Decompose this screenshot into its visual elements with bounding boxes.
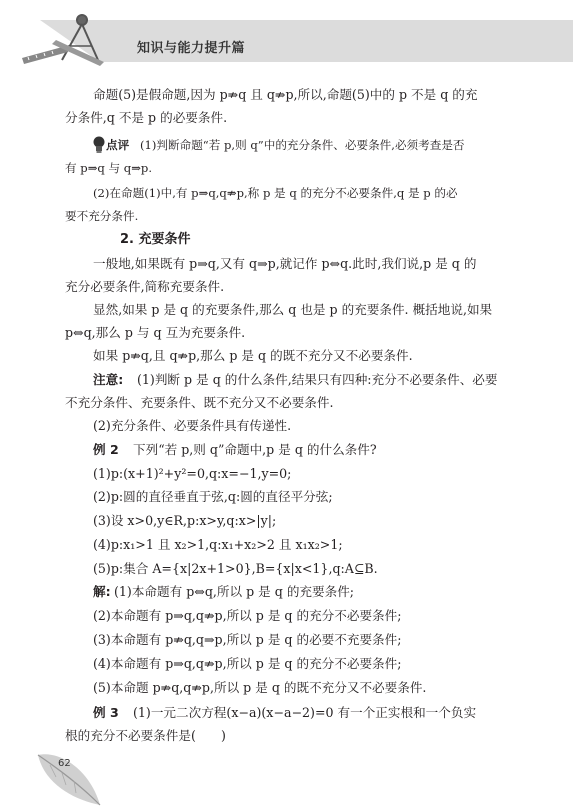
page-number: 62: [58, 758, 71, 769]
header-gray-band: [40, 20, 573, 62]
text-line: (4)p:x₁>1 且 x₂>1,q:x₁+x₂>2 且 x₁x₂>1;: [93, 537, 343, 552]
example-label: 例 2: [93, 442, 119, 457]
text-line: 如果 p⇏q,且 q⇏p,那么 p 是 q 的既不充分又不必要条件.: [93, 348, 413, 363]
solution-label: 解:: [93, 584, 111, 599]
text-line: (1)p:(x+1)²+y²=0,q:x=−1,y=0;: [93, 466, 292, 481]
text-line: 分条件,q 不是 p 的必要条件.: [65, 110, 228, 125]
text-line: (3)设 x>0,y∈R,p:x>y,q:x>|y|;: [93, 513, 277, 528]
text-line: p⇔q,那么 p 与 q 互为充要条件.: [65, 325, 246, 340]
text-line: 一般地,如果既有 p⇒q,又有 q⇒p,就记作 p⇔q.此时,我们说,p 是 q 的: [93, 256, 477, 271]
text-line: (5)本命题 p⇏q,q⇏p,所以 p 是 q 的既不充分又不必要条件.: [93, 680, 427, 695]
text-line: (2)p:圆的直径垂直于弦,q:圆的直径平分弦;: [93, 489, 333, 504]
comment-label: 点评: [106, 138, 130, 152]
text-line: (5)p:集合 A={x|2x+1>0},B={x|x<1},q:A⊆B.: [93, 561, 378, 576]
text-line: (1)判断 p 是 q 的什么条件,结果只有四种:充分不必要条件、必要: [137, 372, 498, 387]
text-line: 要不充分条件.: [65, 209, 139, 223]
text-line: (2)在命题(1)中,有 p⇒q,q⇏p,称 p 是 q 的充分不必要条件,q 是 p 的必: [93, 186, 458, 200]
header-white-strip: [0, 70, 573, 74]
text-line: 不充分条件、充要条件、既不充分又不必要条件.: [65, 395, 334, 410]
text-line: (3)本命题有 p⇏q,q⇒p,所以 p 是 q 的必要不充要条件;: [93, 632, 402, 647]
text-line: (1)判断命题“若 p,则 q”中的充分条件、必要条件,必须考查是否: [140, 138, 465, 152]
text-line: 根的充分不必要条件是( ): [65, 728, 226, 743]
ruler-icon: [22, 46, 68, 64]
section-heading: 2. 充要条件: [120, 232, 191, 247]
example-label: 例 3: [93, 705, 119, 720]
text-line: (1)一元二次方程(x−a)(x−a−2)=0 有一个正实根和一个负实: [133, 705, 477, 720]
note-label: 注意:: [93, 372, 124, 387]
text-line: 命题(5)是假命题,因为 p⇏q 且 q⇏p,所以,命题(5)中的 p 不是 q 的充: [93, 87, 478, 102]
header-decoration: [0, 0, 573, 86]
text-line: (1)本命题有 p⇔q,所以 p 是 q 的充要条件;: [114, 584, 355, 599]
text-line: (4)本命题有 p⇒q,q⇏p,所以 p 是 q 的充分不必要条件;: [93, 656, 402, 671]
text-line: 充分必要条件,简称充要条件.: [65, 279, 225, 294]
lightbulb-icon: [92, 136, 106, 154]
text-line: (2)充分条件、必要条件具有传递性.: [93, 418, 292, 433]
text-line: 显然,如果 p 是 q 的充要条件,那么 q 也是 p 的充要条件. 概括地说,如果: [93, 302, 493, 317]
header-title: 知识与能力提升篇: [137, 41, 246, 56]
text-line: 下列“若 p,则 q”命题中,p 是 q 的什么条件?: [133, 442, 377, 457]
leaf-decoration: [30, 745, 110, 810]
text-line: 有 p⇒q 与 q⇒p.: [65, 161, 153, 175]
text-line: (2)本命题有 p⇒q,q⇏p,所以 p 是 q 的充分不必要条件;: [93, 608, 402, 623]
